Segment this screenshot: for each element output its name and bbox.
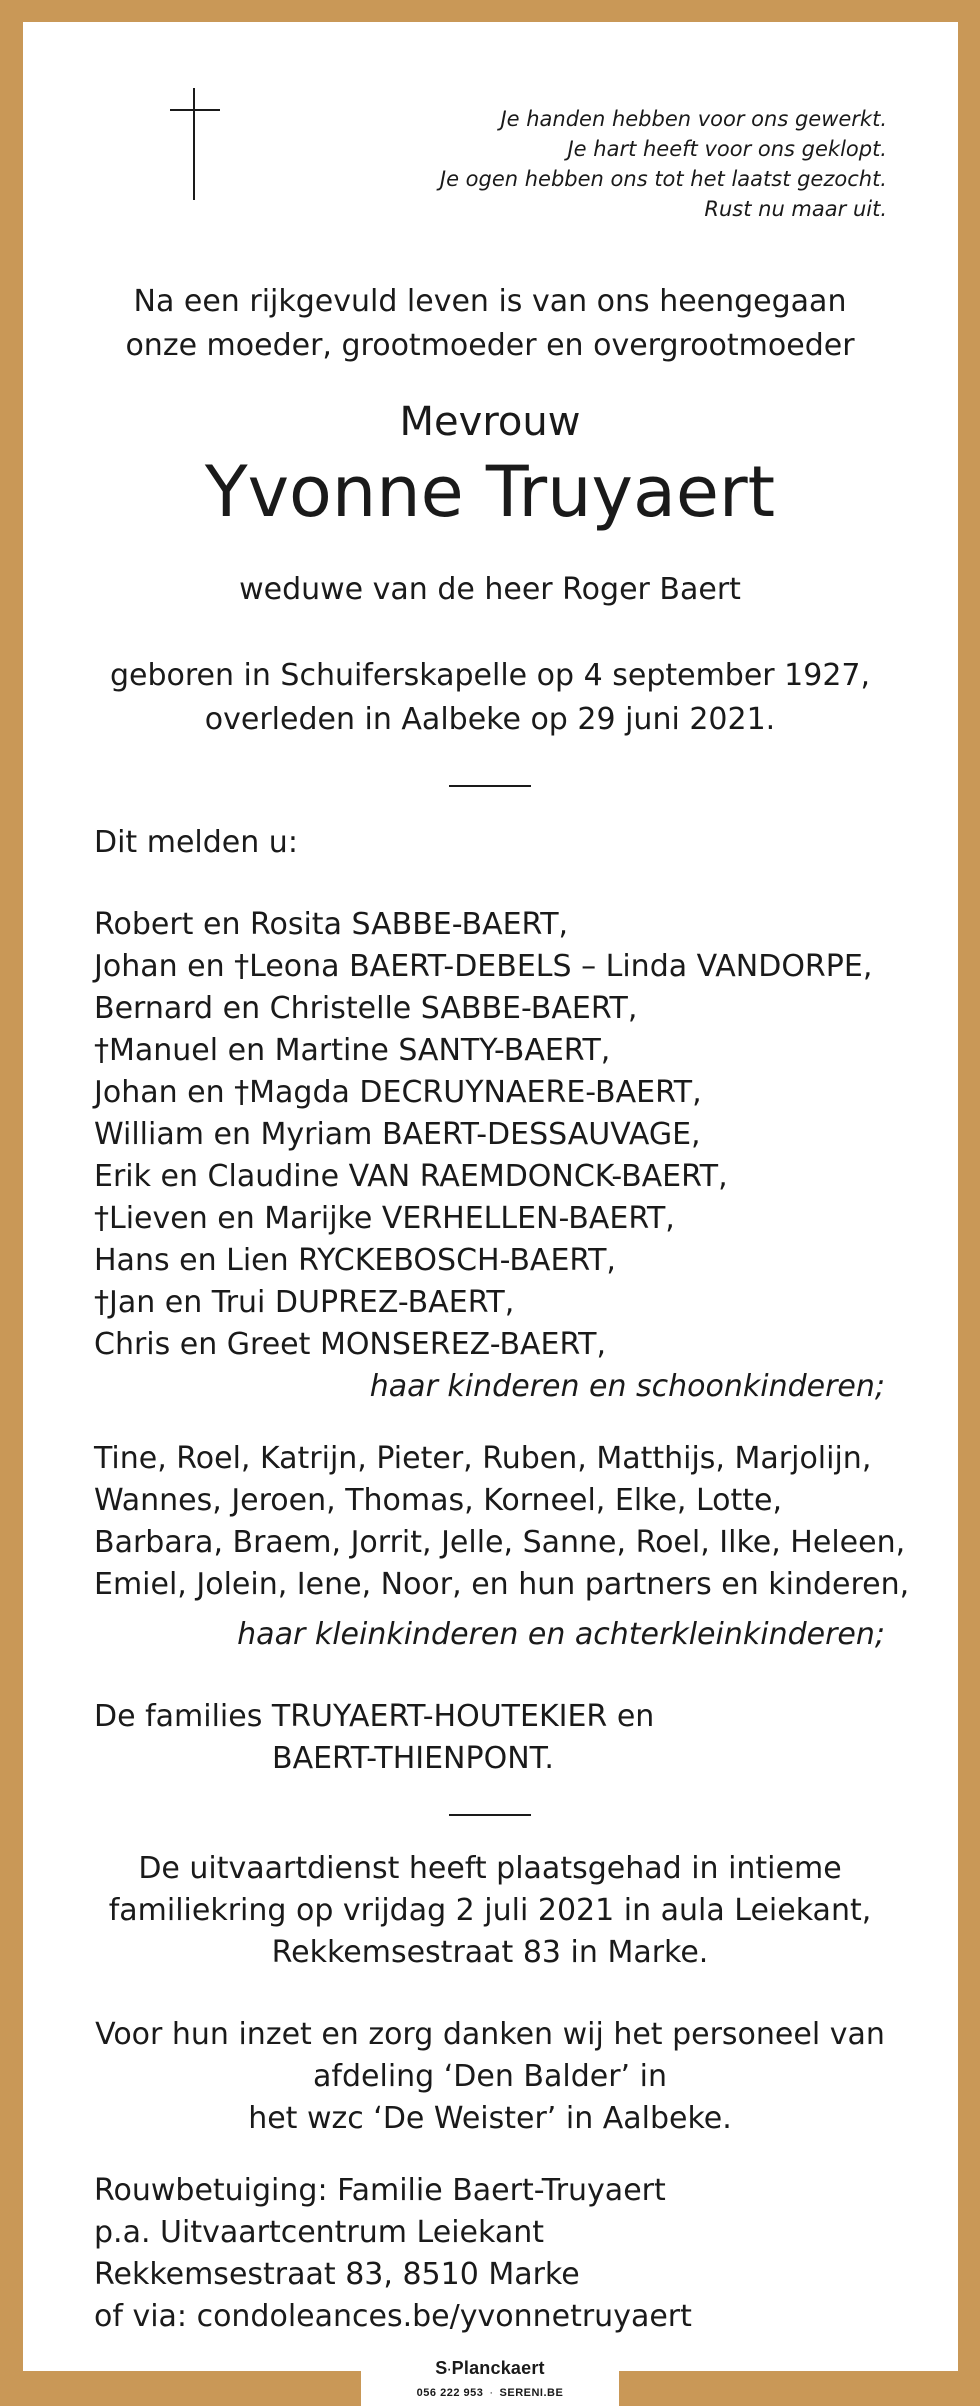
- funeral-home-logo: [361, 2358, 619, 2379]
- announce-text: Dit melden u:: [94, 825, 298, 860]
- list-item: Hans en Lien RYCKEBOSCH-BAERT,: [94, 1243, 616, 1278]
- service-line: Rekkemsestraat 83 in Marke.: [271, 1935, 709, 1970]
- families-line: De families TRUYAERT-HOUTEKIER en: [94, 1699, 655, 1734]
- funeral-home-footer: [361, 2348, 619, 2406]
- website[interactable]: SERENI.BE: [499, 2387, 564, 2399]
- list-item: Robert en Rosita SABBE-BAERT,: [94, 907, 569, 942]
- footer-contact: [361, 2387, 619, 2399]
- thanks-line: Voor hun inzet en zorg danken wij het personeel van: [95, 2017, 885, 2052]
- logo-dot: ·: [447, 2362, 452, 2377]
- divider: [449, 1814, 531, 1816]
- intro-line: onze moeder, grootmoeder en overgrootmoeder: [125, 328, 855, 363]
- list-item: Chris en Greet MONSEREZ-BAERT,: [94, 1327, 607, 1362]
- list-item: Erik en Claudine VAN RAEMDONCK-BAERT,: [94, 1159, 728, 1194]
- families-line: BAERT-THIENPONT.: [272, 1741, 554, 1776]
- poem: [327, 104, 887, 224]
- list-item: Barbara, Braem, Jorrit, Jelle, Sanne, Roel, Ilke, Heleen,: [94, 1525, 906, 1560]
- poem-line: Je hart heeft voor ons geklopt.: [567, 137, 887, 161]
- poem-line: Rust nu maar uit.: [704, 197, 887, 221]
- poem-line: Je handen hebben voor ons gewerkt.: [500, 107, 887, 131]
- grandchildren-list: [94, 1438, 910, 1606]
- condolence-link[interactable]: of via: condoleances.be/yvonnetruyaert: [94, 2299, 692, 2334]
- logo-name: Planckaert: [451, 2358, 545, 2378]
- thanks-line: afdeling ‘Den Balder’ in: [313, 2059, 667, 2094]
- thanks-text: [0, 2014, 980, 2140]
- list-item: †Lieven en Marijke VERHELLEN-BAERT,: [94, 1201, 675, 1236]
- birth-death-details: [0, 654, 980, 742]
- poem-line: Je ogen hebben ons tot het laatst gezocht.: [439, 167, 887, 191]
- divider: [449, 785, 531, 787]
- list-item: Emiel, Jolein, Iene, Noor, en hun partners en kinderen,: [94, 1567, 910, 1602]
- phone-number: 056 222 953: [416, 2387, 484, 2399]
- list-item: William en Myriam BAERT-DESSAUVAGE,: [94, 1117, 701, 1152]
- contact-line: p.a. Uitvaartcentrum Leiekant: [94, 2215, 544, 2250]
- list-item: Wannes, Jeroen, Thomas, Korneel, Elke, Lotte,: [94, 1483, 783, 1518]
- intro-line: Na een rijkgevuld leven is van ons heengegaan: [133, 284, 847, 319]
- cross-icon: [170, 88, 220, 200]
- widow-of: weduwe van de heer Roger Baert: [239, 572, 741, 607]
- service-line: familiekring op vrijdag 2 juli 2021 in aula Leiekant,: [108, 1893, 872, 1928]
- death-line: overleden in Aalbeke op 29 juni 2021.: [204, 702, 776, 737]
- footer-separator: ·: [489, 2387, 494, 2399]
- contact-line: Rouwbetuiging: Familie Baert-Truyaert: [94, 2173, 666, 2208]
- list-item: Johan en †Leona BAERT-DEBELS – Linda VANDORPE,: [94, 949, 873, 984]
- list-item: †Manuel en Martine SANTY-BAERT,: [94, 1033, 611, 1068]
- list-item: Tine, Roel, Katrijn, Pieter, Ruben, Matthijs, Marjolijn,: [94, 1441, 872, 1476]
- birth-line: geboren in Schuiferskapelle op 4 september 1927,: [109, 658, 871, 693]
- intro-text: [0, 280, 980, 368]
- service-line: De uitvaartdienst heeft plaatsgehad in intieme: [138, 1851, 842, 1886]
- grandchildren-role: haar kleinkinderen en achterkleinkinderen;: [237, 1617, 885, 1652]
- list-item: †Jan en Trui DUPREZ-BAERT,: [94, 1285, 515, 1320]
- children-list: [94, 904, 872, 1366]
- families: [94, 1696, 654, 1780]
- logo-initial: S: [435, 2358, 448, 2378]
- list-item: Bernard en Christelle SABBE-BAERT,: [94, 991, 638, 1026]
- condolence-contact: [94, 2170, 692, 2338]
- contact-line: Rekkemsestraat 83, 8510 Marke: [94, 2257, 580, 2292]
- children-role: haar kinderen en schoonkinderen;: [369, 1369, 885, 1404]
- service-details: [0, 1848, 980, 1974]
- honorific: Mevrouw: [399, 399, 581, 445]
- thanks-line: het wzc ‘De Weister’ in Aalbeke.: [248, 2101, 732, 2136]
- list-item: Johan en †Magda DECRUYNAERE-BAERT,: [94, 1075, 702, 1110]
- deceased-name: Yvonne Truyaert: [204, 451, 776, 533]
